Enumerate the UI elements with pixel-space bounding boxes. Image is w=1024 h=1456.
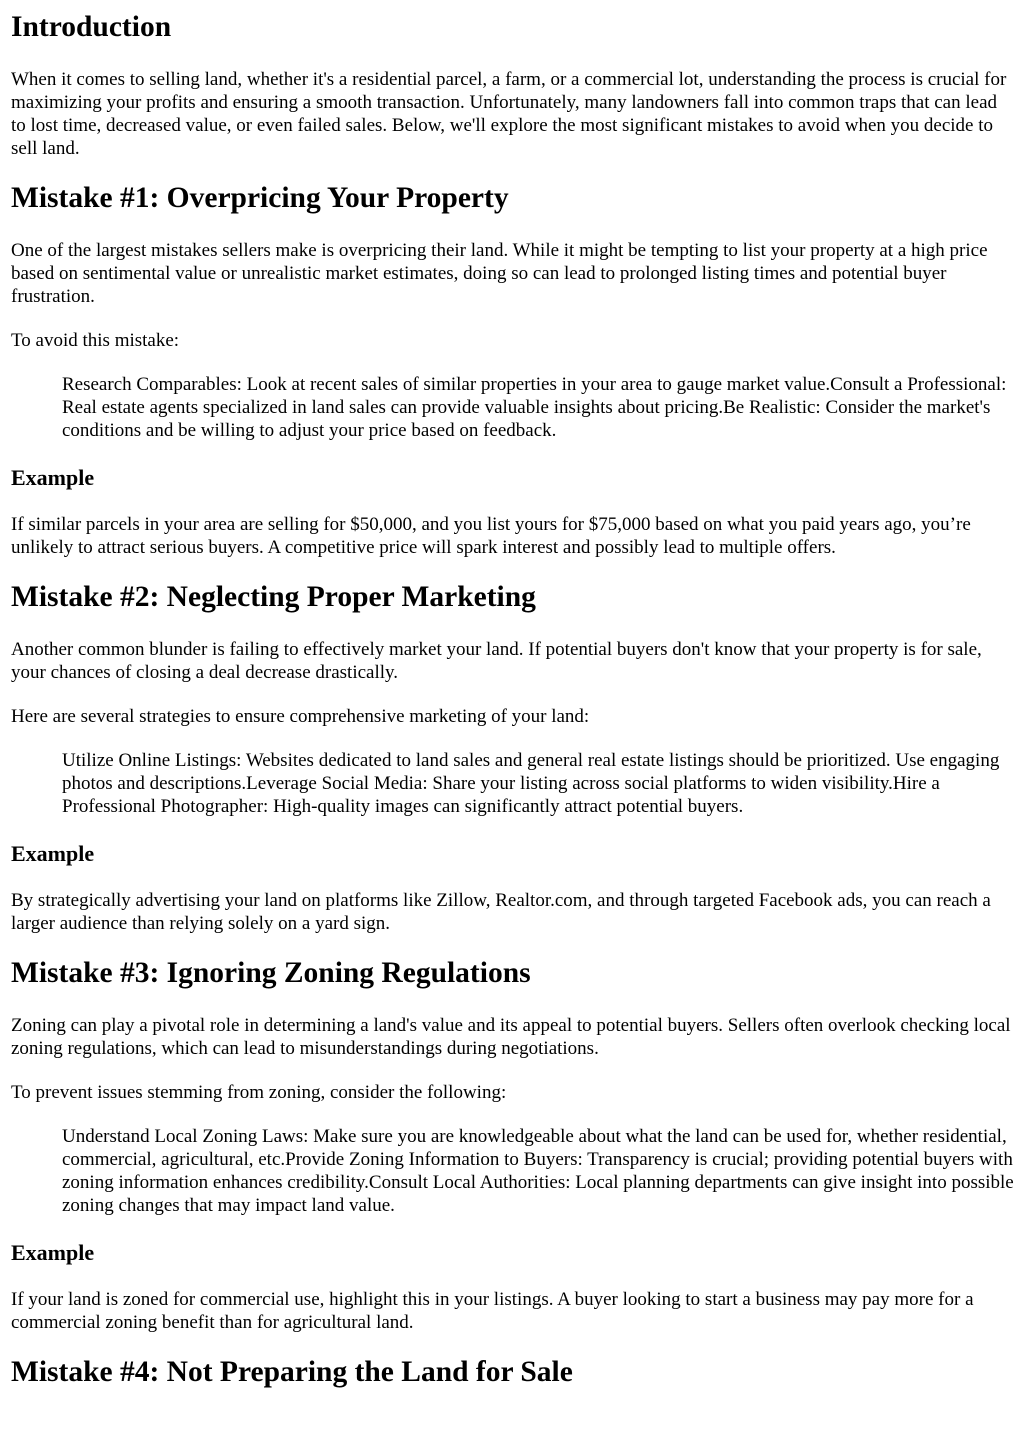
mistake-3-lead: To prevent issues stemming from zoning, consider the following:: [11, 1082, 507, 1103]
intro-heading: Introduction: [11, 11, 172, 43]
mistake-4-heading: Mistake #4: Not Preparing the Land for Sale: [11, 1356, 573, 1388]
mistake-2-heading: Mistake #2: Neglecting Proper Marketing: [11, 581, 536, 613]
mistake-3-example: If your land is zoned for commercial use, highlight this in your listings. A buyer looking to start a business may pay more for a commercial zoning benefit than for agricultural land.: [11, 1289, 974, 1333]
mistake-1-heading: Mistake #1: Overpricing Your Property: [11, 182, 509, 214]
mistake-1-example: If similar parcels in your area are selling for $50,000, and you list yours for $75,000 based on what you paid years ago, you’re unlikely to attract serious buyers. A competitive price will spark interest and possibly lead to multiple offers.: [11, 514, 971, 558]
mistake-1-paragraph: One of the largest mistakes sellers make is overpricing their land. While it might be tempting to list your property at a high price based on sentimental value or unrealistic market estimates, doing so can lead to prolonged listing times and potential buyer frustration.: [11, 240, 988, 307]
mistake-4-section: [11, 1355, 1016, 1389]
mistake-2-lead: Here are several strategies to ensure comprehensive marketing of your land:: [11, 706, 590, 727]
mistake-2-section: [11, 580, 1016, 935]
article: [0, 10, 1024, 1389]
intro-paragraph: When it comes to selling land, whether it's a residential parcel, a farm, or a commercial lot, understanding the process is crucial for maximizing your profits and ensuring a smooth transaction. Unfortunately, many landowners fall into common traps that can lead to lost time, decreased value, or even failed sales. Below, we'll explore the most significant mistakes to avoid when you decide to sell land.: [11, 69, 1007, 159]
mistake-1-tips: Research Comparables: Look at recent sales of similar properties in your area to gauge market value.Consult a Professional: Real estate agents specialized in land sales can provide valuable insights about pricing.Be Realistic: Consider the market's conditions and be willing to adjust your price based on feedback.: [62, 374, 1007, 441]
mistake-2-example-heading: Example: [11, 841, 95, 866]
mistake-1-example-heading: Example: [11, 465, 95, 490]
mistake-1-section: [11, 181, 1016, 559]
mistake-2-example: By strategically advertising your land on platforms like Zillow, Realtor.com, and through targeted Facebook ads, you can reach a larger audience than relying solely on a yard sign.: [11, 890, 991, 934]
mistake-2-paragraph: Another common blunder is failing to effectively market your land. If potential buyers don't know that your property is for sale, your chances of closing a deal decrease drastically.: [11, 639, 982, 683]
intro-section: [11, 10, 1016, 160]
mistake-3-heading: Mistake #3: Ignoring Zoning Regulations: [11, 957, 531, 989]
mistake-3-tips: Understand Local Zoning Laws: Make sure you are knowledgeable about what the land can be used for, whether residential, commercial, agricultural, etc.Provide Zoning Information to Buyers: Transparency is crucial; providing potential buyers with zoning information enhances credibility.Consult Local Authorities: Local planning departments can give insight into possible zoning changes that may impact land value.: [62, 1126, 1014, 1216]
mistake-1-lead: To avoid this mistake:: [11, 330, 180, 351]
mistake-2-tips: Utilize Online Listings: Websites dedicated to land sales and general real estate listings should be prioritized. Use engaging photos and descriptions.Leverage Social Media: Share your listing across social platforms to widen visibility.Hire a Professional Photographer: High-quality images can significantly attract potential buyers.: [62, 750, 1000, 817]
mistake-3-paragraph: Zoning can play a pivotal role in determining a land's value and its appeal to potential buyers. Sellers often overlook checking local zoning regulations, which can lead to misunderstandings during negotiations.: [11, 1015, 1011, 1059]
mistake-3-example-heading: Example: [11, 1240, 95, 1265]
mistake-3-section: [11, 956, 1016, 1334]
